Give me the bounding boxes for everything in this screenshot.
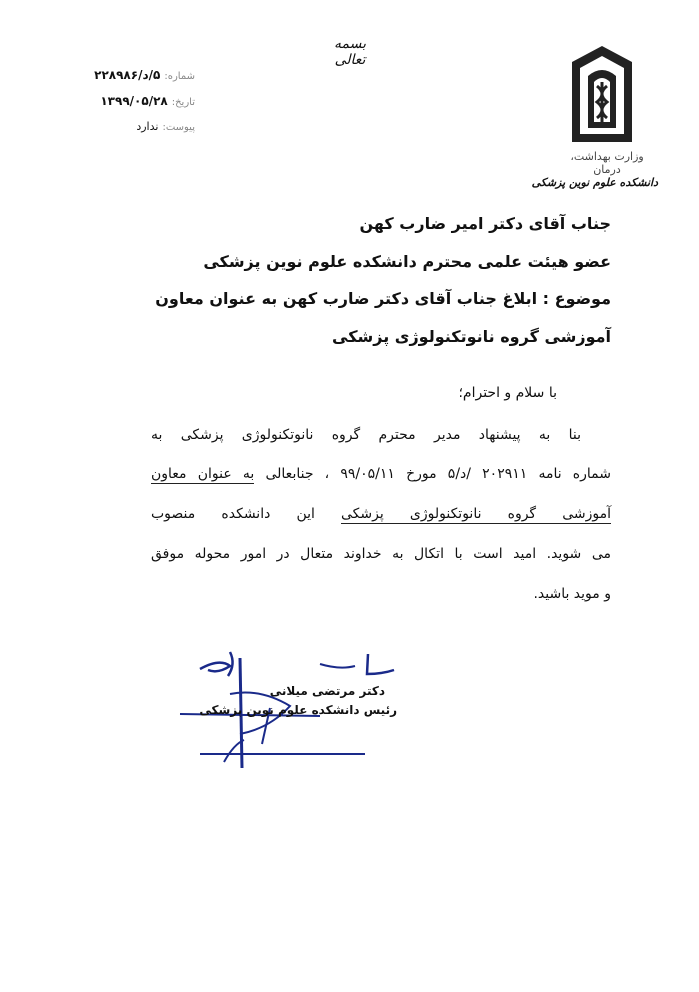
meta-number-value: ۵/د/۲۲۸۹۸۶ (94, 68, 161, 82)
body-line-4: می شوید. امید است با اتکال به خداوند متعال در امور محوله موفق (151, 546, 611, 562)
body-line-3-end: این دانشکده منصوب (151, 506, 315, 522)
greeting: با سلام و احترام؛ (458, 385, 557, 401)
logo-caption-school: دانشکده علوم نوین پزشکی (531, 176, 658, 189)
body-line-1: بنا به پیشنهاد مدیر محترم گروه نانوتکنولوژی پزشکی به (151, 427, 581, 443)
meta-date-row (70, 94, 195, 120)
meta-number-row (70, 68, 195, 94)
body-line-5: و موید باشید. (533, 586, 611, 602)
letter-meta (70, 68, 195, 146)
subject-line-1: موضوع : ابلاغ جناب آقای دکتر ضارب کهن به عنوان معاون (155, 289, 611, 308)
meta-attachment-row (70, 120, 195, 146)
body-line-3 (151, 506, 611, 522)
top-heading: بسمه تعالی (334, 36, 366, 68)
meta-date-value: ۱۳۹۹/۰۵/۲۸ (100, 94, 168, 108)
meta-attachment-label: پیوست: (162, 122, 195, 133)
meta-number-label: شماره: (164, 71, 195, 82)
body-line-2 (151, 466, 611, 482)
signatory-title: رئیس دانشکده علوم نوین پزشکی (199, 703, 397, 717)
university-emblem-icon (566, 42, 638, 152)
logo-caption-ministry: وزارت بهداشت، درمان (570, 150, 644, 176)
meta-attachment-value: ندارد (136, 120, 159, 133)
body-line-2-underlined: به عنوان معاون (151, 466, 255, 482)
meta-date-label: تاریخ: (171, 97, 195, 108)
body-line-2-start: شماره نامه ۲۰۲۹۱۱ /د/۵ مورخ ۹۹/۰۵/۱۱ ، جنابعالی (265, 466, 611, 482)
university-emblem-graphic (566, 42, 638, 152)
recipient-line: جناب آقای دکتر امیر ضارب کهن (359, 214, 611, 233)
position-line: عضو هیئت علمی محترم دانشکده علوم نوین پزشکی (203, 252, 611, 271)
signatory-name: دکتر مرتضی میلانی (269, 684, 385, 698)
subject-line-2: آموزشی گروه نانوتکنولوژی پزشکی (332, 327, 611, 346)
body-line-3-underlined: آموزشی گروه نانوتکنولوژی پزشکی (341, 506, 611, 522)
